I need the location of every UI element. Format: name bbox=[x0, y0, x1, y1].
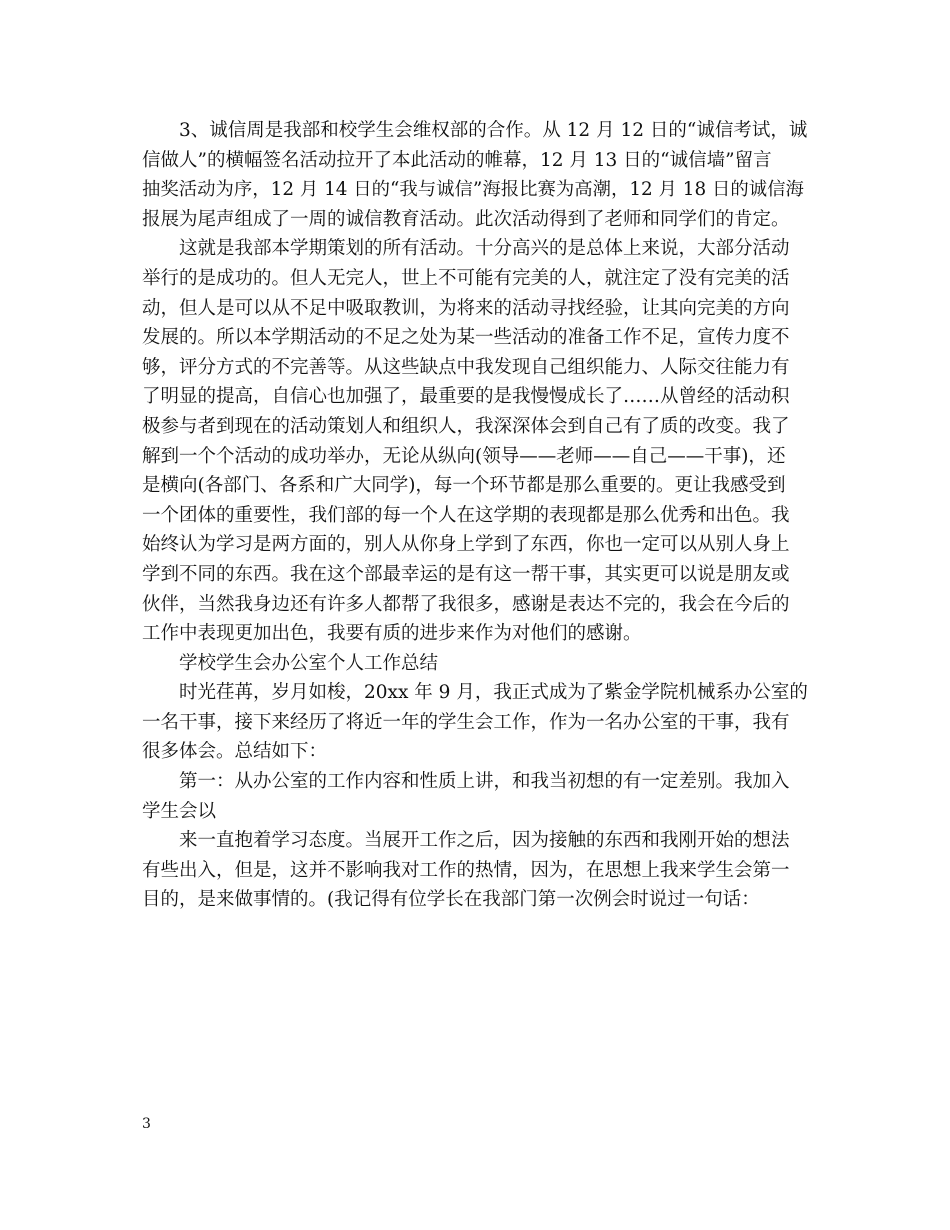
document-body bbox=[142, 116, 808, 915]
text-line: 很多体会。总结如下： bbox=[142, 741, 328, 763]
text-line: 够，评分方式的不完善等。从这些缺点中我发现自己组织能力、人际交往能力有 bbox=[142, 356, 790, 378]
text-line: 抽奖活动为序，12 月 14 日的“我与诚信”海报比赛为高潮，12 月 18 日的诚信海 bbox=[142, 179, 804, 201]
text-line: 第一：从办公室的工作内容和性质上讲，和我当初想的有一定差别。我加入 bbox=[179, 771, 790, 793]
text-line: 一个团体的重要性，我们部的每一个人在这学期的表现都是那么优秀和出色。我 bbox=[142, 504, 790, 526]
text-line: 学校学生会办公室个人工作总结 bbox=[179, 652, 439, 674]
text-line: 始终认为学习是两方面的，别人从你身上学到了东西，你也一定可以从别人身上 bbox=[142, 534, 790, 556]
text-line: 一名干事，接下来经历了将近一年的学生会工作，作为一名办公室的干事，我有 bbox=[142, 711, 790, 733]
text-line: 这就是我部本学期策划的所有活动。十分高兴的是总体上来说，大部分活动 bbox=[179, 238, 790, 260]
text-line: 解到一个个活动的成功举办，无论从纵向(领导——老师——自己——干事)，还 bbox=[142, 445, 786, 467]
text-line: 了明显的提高，自信心也加强了，最重要的是我慢慢成长了……从曾经的活动积 bbox=[142, 386, 790, 408]
text-line: 信做人”的横幅签名活动拉开了本此活动的帷幕，12 月 13 日的“诚信墙”留言 bbox=[142, 149, 772, 171]
text-line: 学生会以 bbox=[142, 800, 217, 822]
text-line: 目的，是来做事情的。(我记得有位学长在我部门第一次例会时说过一句话： bbox=[142, 889, 760, 911]
text-line: 发展的。所以本学期活动的不足之处为某一些活动的准备工作不足，宣传力度不 bbox=[142, 327, 790, 349]
text-line: 工作中表现更加出色，我要有质的进步来作为对他们的感谢。 bbox=[142, 623, 642, 645]
text-line: 举行的是成功的。但人无完人，世上不可能有完美的人，就注定了没有完美的活 bbox=[142, 267, 790, 289]
text-line: 来一直抱着学习态度。当展开工作之后，因为接触的东西和我刚开始的想法 bbox=[179, 830, 790, 852]
text-line: 伙伴，当然我身边还有许多人都帮了我很多，感谢是表达不完的，我会在今后的 bbox=[142, 593, 790, 615]
text-line: 有些出入，但是，这并不影响我对工作的热情，因为，在思想上我来学生会第一 bbox=[142, 859, 790, 881]
text-line: 学到不同的东西。我在这个部最幸运的是有这一帮干事，其实更可以说是朋友或 bbox=[142, 563, 790, 585]
page-number: 3 bbox=[142, 1116, 151, 1132]
text-line: 时光荏苒，岁月如梭，20xx 年 9 月，我正式成为了紫金学院机械系办公室的 bbox=[179, 682, 808, 704]
text-line: 报展为尾声组成了一周的诚信教育活动。此次活动得到了老师和同学们的肯定。 bbox=[142, 208, 790, 230]
text-line: 极参与者到现在的活动策划人和组织人，我深深体会到自己有了质的改变。我了 bbox=[142, 415, 790, 437]
text-line: 3、诚信周是我部和校学生会维权部的合作。从 12 月 12 日的“诚信考试，诚 bbox=[179, 120, 808, 141]
text-line: 动，但人是可以从不足中吸取教训，为将来的活动寻找经验，让其向完美的方向 bbox=[142, 297, 790, 319]
text-line: 是横向(各部门、各系和广大同学)，每一个环节都是那么重要的。更让我感受到 bbox=[142, 475, 786, 497]
